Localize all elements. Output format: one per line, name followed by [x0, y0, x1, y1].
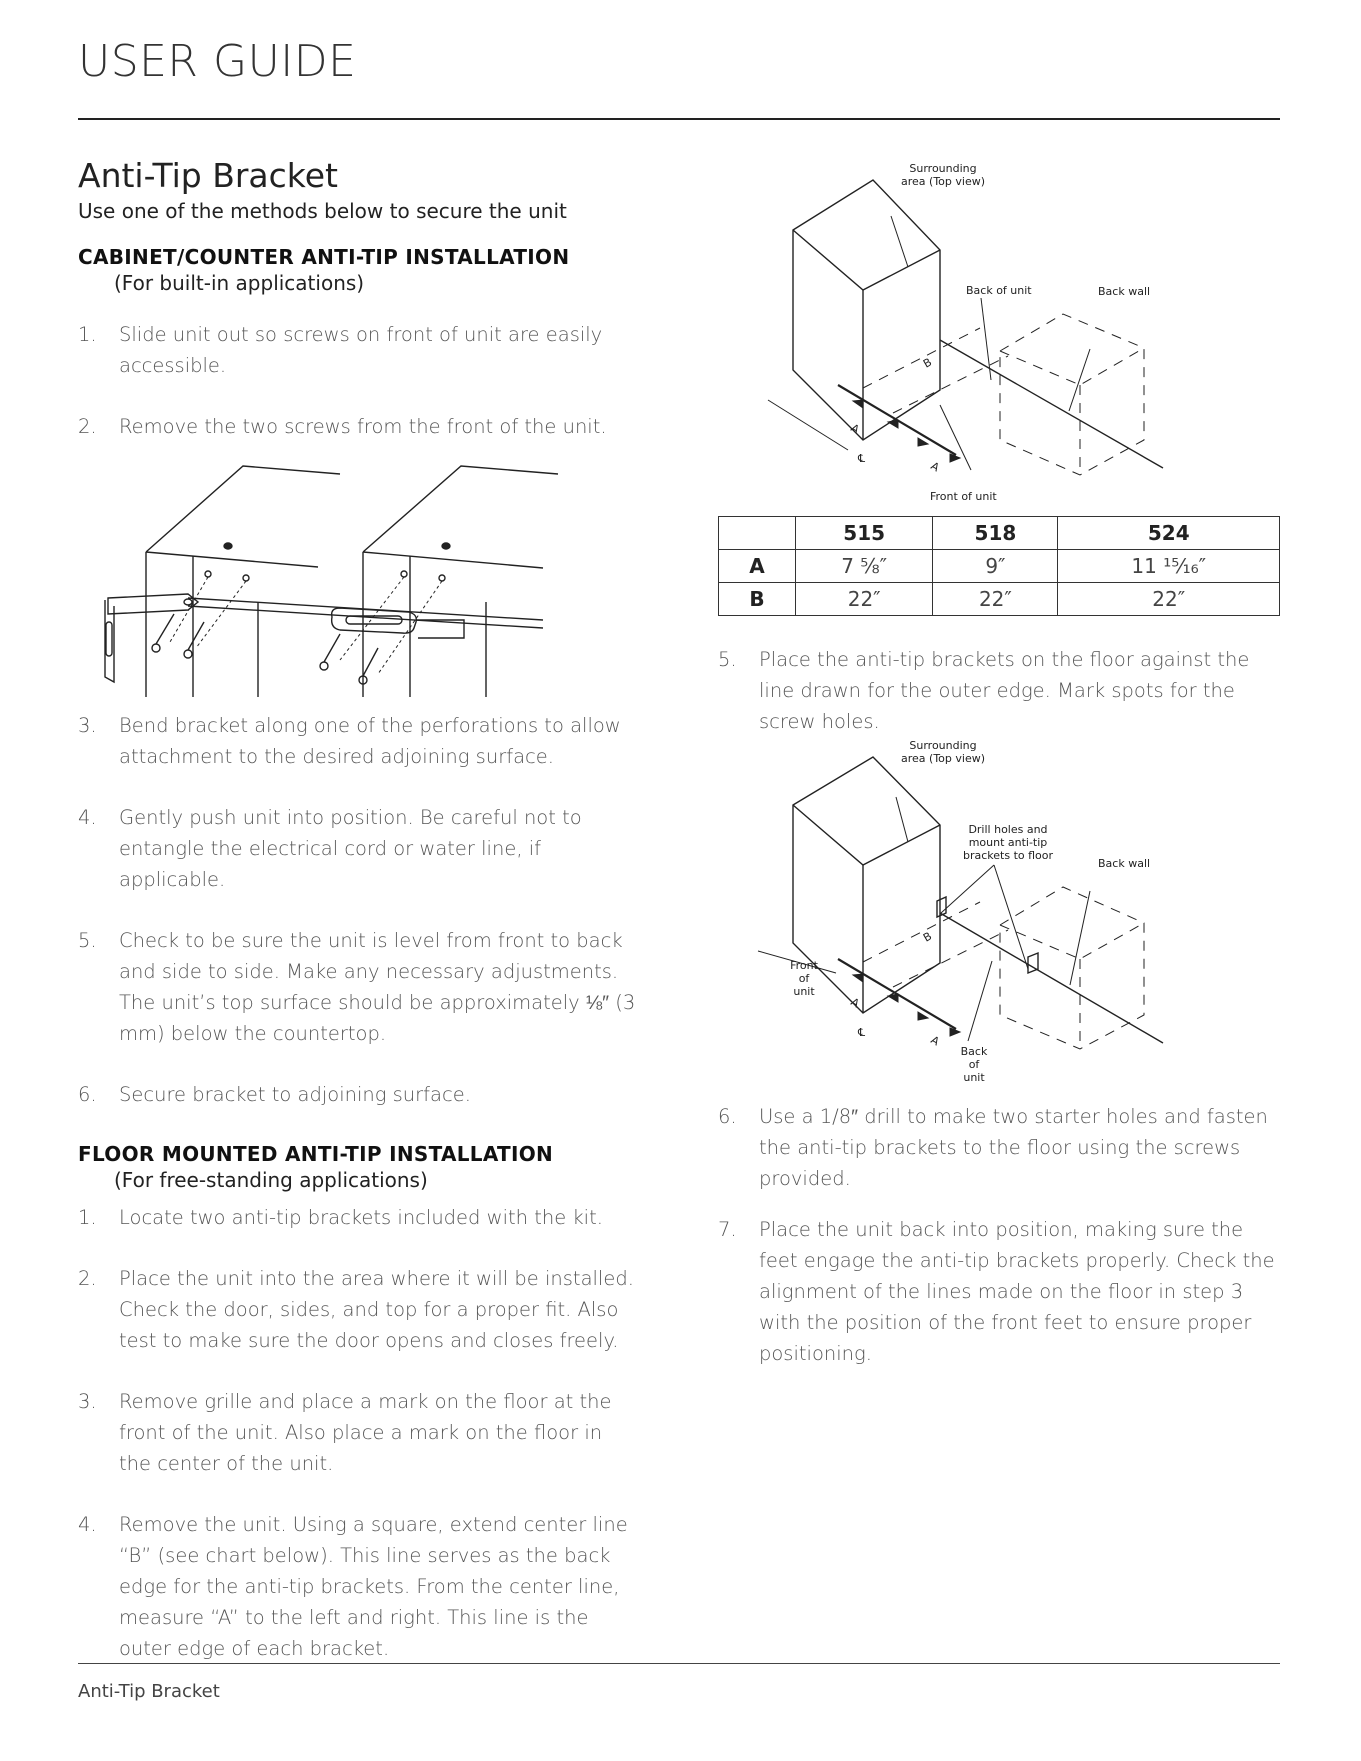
list-item: 5. Place the anti-tip brackets on the floor against the line drawn for the outer edge. Mark spots for the screw holes.: [718, 648, 1250, 733]
list-item: 1. Slide unit out so screws on front of unit are easily accessible.: [78, 323, 603, 377]
b-label: B: [921, 355, 935, 371]
table-cell: 22″: [1058, 583, 1280, 616]
centerline-label: ℄: [858, 1026, 866, 1039]
table-header-row: [719, 517, 1280, 550]
table-cell: 7 ⅝″: [796, 550, 933, 583]
b-label: B: [921, 929, 935, 945]
cabinet-note: (For built-in applications): [114, 271, 365, 295]
surrounding-label-2: area (Top view): [901, 175, 985, 188]
floor-step-5: [718, 644, 1280, 737]
back-wall-label: Back wall: [1098, 857, 1151, 870]
table-header-cell: [719, 517, 796, 550]
list-item: 6. Use a 1/8″ drill to make two starter holes and fasten the anti-tip brackets to the floor using the screws provided.: [718, 1105, 1268, 1190]
list-item: 5. Check to be sure the unit is level from front to back and side to side. Make any necessary adjustments. The unit’s top surface should be approximately ⅛″ (3 mm) below the countertop.: [78, 929, 636, 1045]
cabinet-steps-b: [78, 710, 638, 1110]
dimensions-table: [718, 516, 1280, 616]
drill-label-2: mount anti-tip: [968, 836, 1048, 849]
left-column: [78, 150, 638, 1664]
table-header-cell: 524: [1058, 517, 1280, 550]
front-label-1: Front: [790, 959, 818, 972]
floor-steps-right: [718, 1101, 1280, 1369]
table-row: [719, 583, 1280, 616]
drill-label-3: brackets to floor: [962, 849, 1054, 862]
top-view-diagram-2: [718, 737, 1280, 1097]
list-item: 4. Gently push unit into position. Be careful not to entangle the electrical cord or water line, if applicable.: [78, 806, 582, 891]
list-item: 2. Place the unit into the area where it will be installed. Check the door, sides, and top for a proper fit. Also test to make sure the door opens and closes freely.: [78, 1267, 634, 1352]
back-label-2: of: [968, 1058, 980, 1071]
header-rule: [78, 118, 1280, 120]
table-cell: 11 ¹⁵⁄₁₆″: [1058, 550, 1280, 583]
cabinet-steps-a: [78, 319, 638, 442]
table-cell: 22″: [933, 583, 1058, 616]
section-subtitle: Use one of the methods below to secure the unit: [78, 199, 567, 223]
section-title: Anti-Tip Bracket: [78, 156, 338, 195]
floor-note: (For free-standing applications): [114, 1168, 428, 1192]
drill-label-1: Drill holes and: [968, 823, 1048, 836]
top-view-diagram-1: [718, 150, 1280, 510]
surrounding-label-1: Surrounding: [909, 162, 977, 175]
a-label-left: A: [848, 421, 862, 437]
back-label-1: Back: [960, 1045, 988, 1058]
table-row-label: A: [719, 550, 796, 583]
surrounding-label-1: Surrounding: [909, 739, 977, 752]
list-item: 2. Remove the two screws from the front of the unit.: [78, 415, 607, 438]
floor-heading: FLOOR MOUNTED ANTI-TIP INSTALLATION: [78, 1142, 554, 1166]
floor-steps-left: [78, 1202, 638, 1664]
surrounding-label-2: area (Top view): [901, 752, 985, 765]
front-of-unit-label: Front of unit: [930, 490, 997, 503]
front-label-3: unit: [793, 985, 815, 998]
footer-text: Anti-Tip Bracket: [78, 1681, 220, 1702]
right-column: [718, 150, 1280, 1369]
footer-rule: [78, 1663, 1280, 1664]
centerline-label: ℄: [858, 452, 866, 465]
back-wall-label: Back wall: [1098, 285, 1151, 298]
a-label-right: A: [928, 459, 942, 475]
cabinet-heading: CABINET/COUNTER ANTI-TIP INSTALLATION: [78, 245, 570, 269]
back-of-unit-label: Back of unit: [966, 284, 1032, 297]
table-row-label: B: [719, 583, 796, 616]
front-label-2: of: [798, 972, 810, 985]
table-cell: 22″: [796, 583, 933, 616]
page-header-title: USER GUIDE: [78, 36, 357, 87]
a-label-right: A: [928, 1033, 942, 1049]
list-item: 6. Secure bracket to adjoining surface.: [78, 1083, 471, 1106]
list-item: 1. Locate two anti-tip brackets included with the kit.: [78, 1206, 603, 1229]
table-row: [719, 550, 1280, 583]
list-item: 7. Place the unit back into position, making sure the feet engage the anti-tip brackets properly. Check the alignment of the lines made on the floor in step 3 with the position of the front feet to ensure proper positioning.: [718, 1218, 1275, 1365]
table-cell: 9″: [933, 550, 1058, 583]
list-item: 3. Bend bracket along one of the perforations to allow attachment to the desired adjoining surface.: [78, 714, 621, 768]
bracket-illustration: [78, 452, 638, 702]
table-header-cell: 518: [933, 517, 1058, 550]
table-header-cell: 515: [796, 517, 933, 550]
list-item: 3. Remove grille and place a mark on the floor at the front of the unit. Also place a mark on the floor in the center of the unit.: [78, 1390, 612, 1475]
a-label-left: A: [848, 995, 862, 1011]
back-label-3: unit: [963, 1071, 985, 1084]
list-item: 4. Remove the unit. Using a square, extend center line “B” (see chart below). This line serves as the back edge for the anti-tip brackets. From the center line, measure “A” to the left and right. This line is the outer edge of each bracket.: [78, 1513, 628, 1660]
